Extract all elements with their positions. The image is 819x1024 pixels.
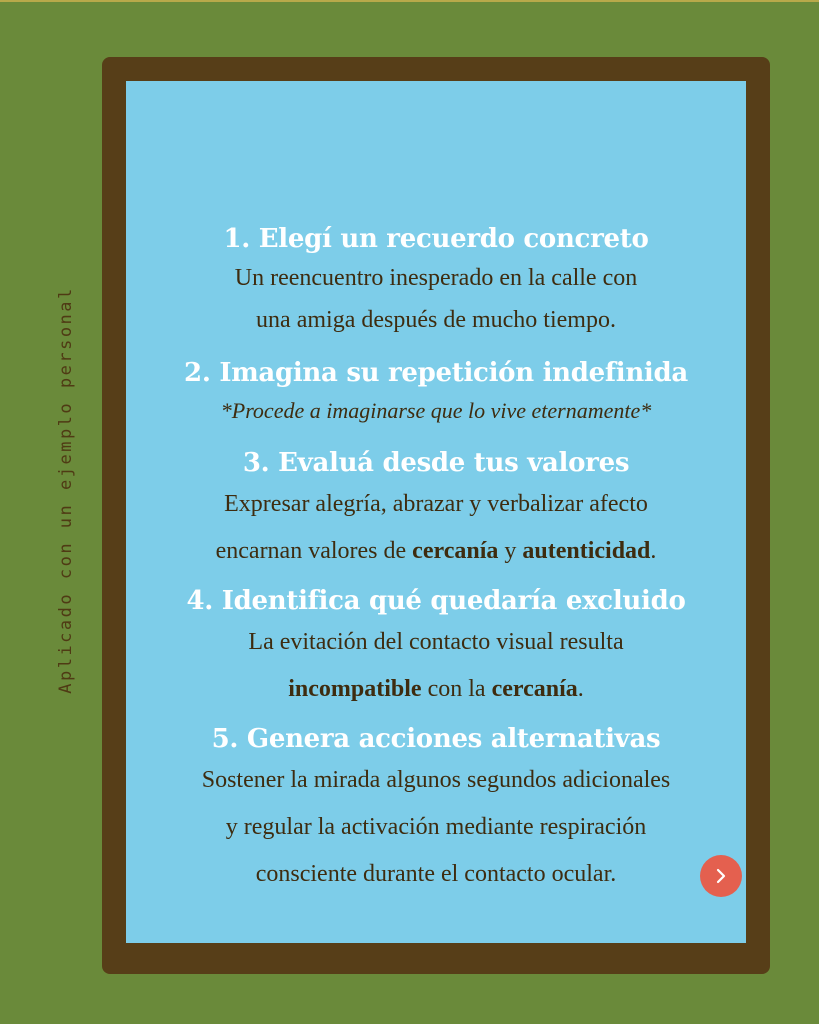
- step-1-body-line-1: Un reencuentro inesperado en la calle con: [234, 265, 638, 291]
- side-caption: Aplicado con un ejemplo personal: [56, 286, 76, 694]
- step-5-body-line-2: y regular la activación mediante respiración: [225, 814, 647, 840]
- keyword-autenticidad: autenticidad: [522, 538, 651, 564]
- step-3-body-line-1: Expresar alegría, abrazar y verbalizar afecto: [224, 491, 648, 517]
- keyword-cercania-2: cercanía: [491, 676, 578, 702]
- step-1-title: 1. Elegí un recuerdo concreto: [223, 224, 649, 254]
- step-1: [126, 221, 746, 341]
- next-button[interactable]: [700, 855, 742, 897]
- step-3-body-line-2: [126, 528, 746, 575]
- top-divider: [0, 0, 819, 2]
- step-3: [126, 445, 746, 575]
- step-2-note: *Procede a imaginarse que lo vive eternamente*: [220, 398, 652, 423]
- step-5-body-line-3: consciente durante el contacto ocular.: [255, 861, 617, 887]
- step-5: [126, 721, 746, 898]
- step-2-title: 2. Imagina su repetición indefinida: [184, 358, 688, 388]
- step-3-title: 3. Evaluá desde tus valores: [242, 448, 630, 478]
- step-4-body-line-1: La evitación del contacto visual resulta: [248, 629, 624, 655]
- step-3-connector: y: [498, 538, 523, 564]
- keyword-incompatible: incompatible: [288, 676, 422, 702]
- content-panel: [126, 81, 746, 943]
- keyword-cercania: cercanía: [412, 538, 499, 564]
- step-2: [126, 355, 746, 431]
- step-4: [126, 583, 746, 713]
- step-3-text: encarnan valores de: [215, 538, 413, 564]
- card-frame: [102, 57, 770, 974]
- step-1-body-line-2: una amiga después de mucho tiempo.: [256, 307, 616, 333]
- step-4-title: 4. Identifica qué quedaría excluido: [186, 586, 686, 616]
- steps-list: [126, 221, 746, 898]
- step-4-body-line-2: [126, 666, 746, 713]
- step-4-period: .: [577, 676, 584, 702]
- chevron-right-icon: [713, 867, 729, 885]
- step-4-text: con la: [421, 676, 492, 702]
- step-3-period: .: [650, 538, 657, 564]
- step-5-title: 5. Genera acciones alternativas: [211, 724, 661, 754]
- step-5-body-line-1: Sostener la mirada algunos segundos adicionales: [201, 767, 671, 793]
